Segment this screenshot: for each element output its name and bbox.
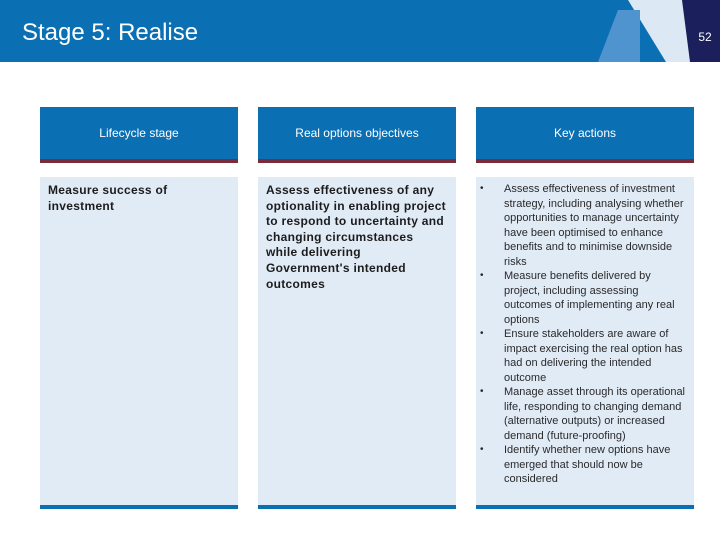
bullet-icon: • — [480, 444, 484, 455]
action-text: Manage asset through its operational life, responding to changing demand (alternative outputs) or increased demand (future-proofing) — [504, 386, 686, 442]
list-item — [476, 385, 688, 443]
bullet-icon: • — [480, 270, 484, 281]
action-text: Measure benefits delivered by project, including assessing outcomes of implementing any real options — [504, 270, 675, 326]
header-lifecycle-stage: Lifecycle stage — [40, 107, 238, 163]
page-title: Stage 5: Realise — [22, 19, 199, 46]
bullet-icon: • — [480, 386, 484, 397]
key-actions-list — [476, 177, 694, 487]
header-real-options-objectives: Real options objectives — [258, 107, 456, 163]
list-item — [476, 269, 688, 327]
objective-text: Assess effectiveness of any optionality in enabling project to respond to uncertainty and changing circumstances while delivering Government's intended outcomes — [266, 183, 446, 291]
bullet-icon: • — [480, 328, 484, 339]
lifecycle-stage-text: Measure success of investment — [48, 183, 168, 213]
action-text: Identify whether new options have emerged that should now be considered — [504, 444, 671, 485]
action-text: Ensure stakeholders are aware of impact exercising the real option has had on delivering the intended outcome — [504, 328, 683, 384]
cell-key-actions — [476, 177, 694, 509]
list-item — [476, 182, 688, 269]
header-key-actions: Key actions — [476, 107, 694, 163]
list-item — [476, 327, 688, 385]
column-lifecycle-stage — [40, 107, 238, 213]
column-real-options-objectives — [258, 107, 456, 291]
bullet-icon: • — [480, 183, 484, 194]
cell-lifecycle-stage — [40, 177, 238, 509]
action-text: Assess effectiveness of investment strategy, including analysing whether opportunities to manage uncertainty have been optimised to enhance benefits and to minimise downside risks — [504, 183, 684, 268]
mid-chevron — [598, 10, 640, 62]
title-bar — [0, 0, 720, 62]
page-number: 52 — [698, 30, 712, 44]
cell-real-options-objectives — [258, 177, 456, 509]
list-item — [476, 443, 688, 487]
column-key-actions — [476, 107, 694, 485]
